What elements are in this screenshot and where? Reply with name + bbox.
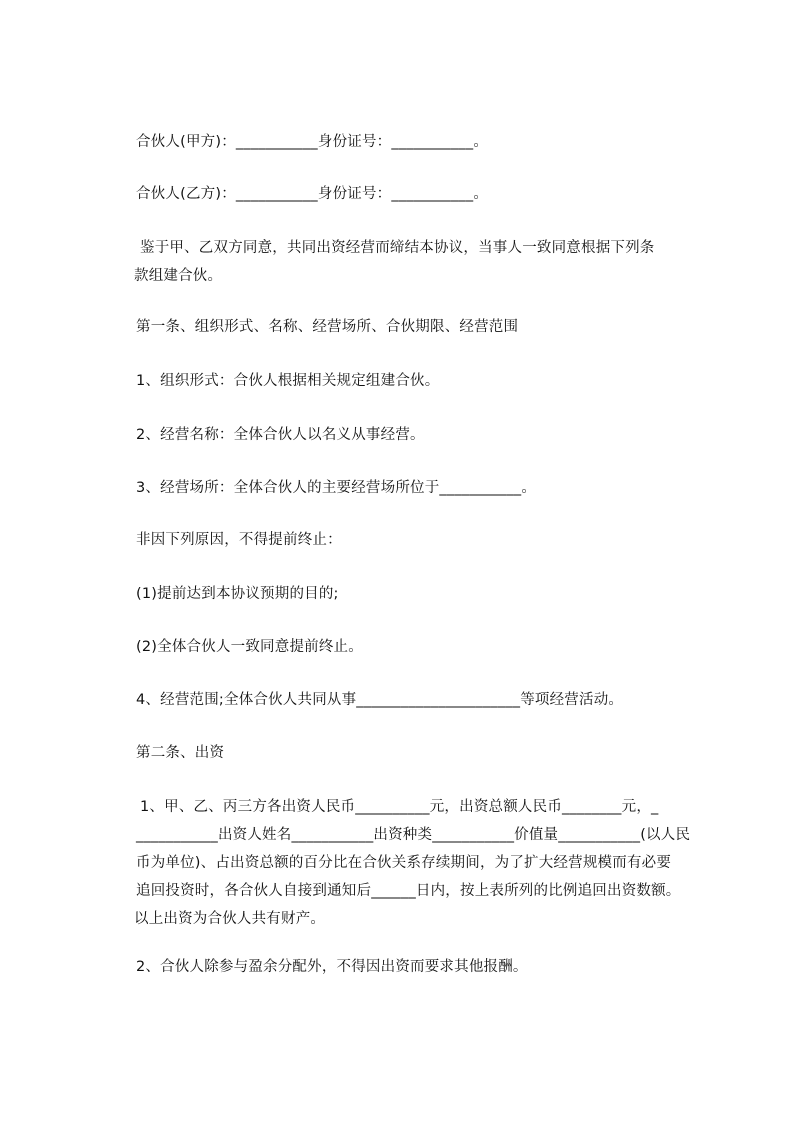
- article-2-item-1-line-2: ___________出资人姓名___________出资种类___________价值量___________(以人民: [136, 827, 691, 843]
- termination-reason-1: (1)提前达到本协议预期的目的;: [136, 586, 339, 602]
- party-b-line: 合伙人(乙方)：___________身份证号：___________。: [136, 186, 489, 202]
- termination-reason-2: (2)全体合伙人一致同意提前终止。: [136, 639, 363, 655]
- article-1-item-2: 2、经营名称：全体合伙人以名义从事经营。: [136, 427, 425, 443]
- termination-intro: 非因下列原因，不得提前终止：: [136, 532, 342, 548]
- article-2-item-1-paragraph: [136, 793, 706, 933]
- article-2-item-1-line-5: 以上出资为合伙人共有财产。: [134, 911, 326, 927]
- article-2-item-2: 2、合伙人除参与盈余分配外，不得因出资而要求其他报酬。: [136, 959, 528, 975]
- preamble-line-2: 款组建合伙。: [134, 268, 223, 284]
- preamble-paragraph: [136, 234, 706, 290]
- article-1-item-3: 3、经营场所：全体合伙人的主要经营场所位于___________。: [136, 480, 537, 496]
- article-2-item-1-line-4: 追回投资时，各合伙人自接到通知后______日内，按上表所列的比例追回出资数额。: [136, 883, 681, 899]
- article-1-title: 第一条、组织形式、名称、经营场所、合伙期限、经营范围: [136, 319, 519, 335]
- article-2-title: 第二条、出资: [136, 745, 225, 761]
- article-1-item-1: 1、组织形式：合伙人根据相关规定组建合伙。: [136, 373, 440, 389]
- party-a-line: 合伙人(甲方)：___________身份证号：___________。: [136, 134, 489, 150]
- preamble-line-1: 鉴于甲、乙双方同意，共同出资经营而缔结本协议，当事人一致同意根据下列条: [140, 240, 655, 256]
- article-1-item-4: 4、经营范围;全体合伙人共同从事______________________等项经营活动。: [136, 692, 624, 708]
- article-2-item-1-line-3: 币为单位)、占出资总额的百分比在合伙关系存续期间，为了扩大经营规模而有必要: [136, 855, 672, 871]
- article-2-item-1-line-1: 1、甲、乙、丙三方各出资人民币__________元，出资总额人民币________元，_: [140, 799, 659, 815]
